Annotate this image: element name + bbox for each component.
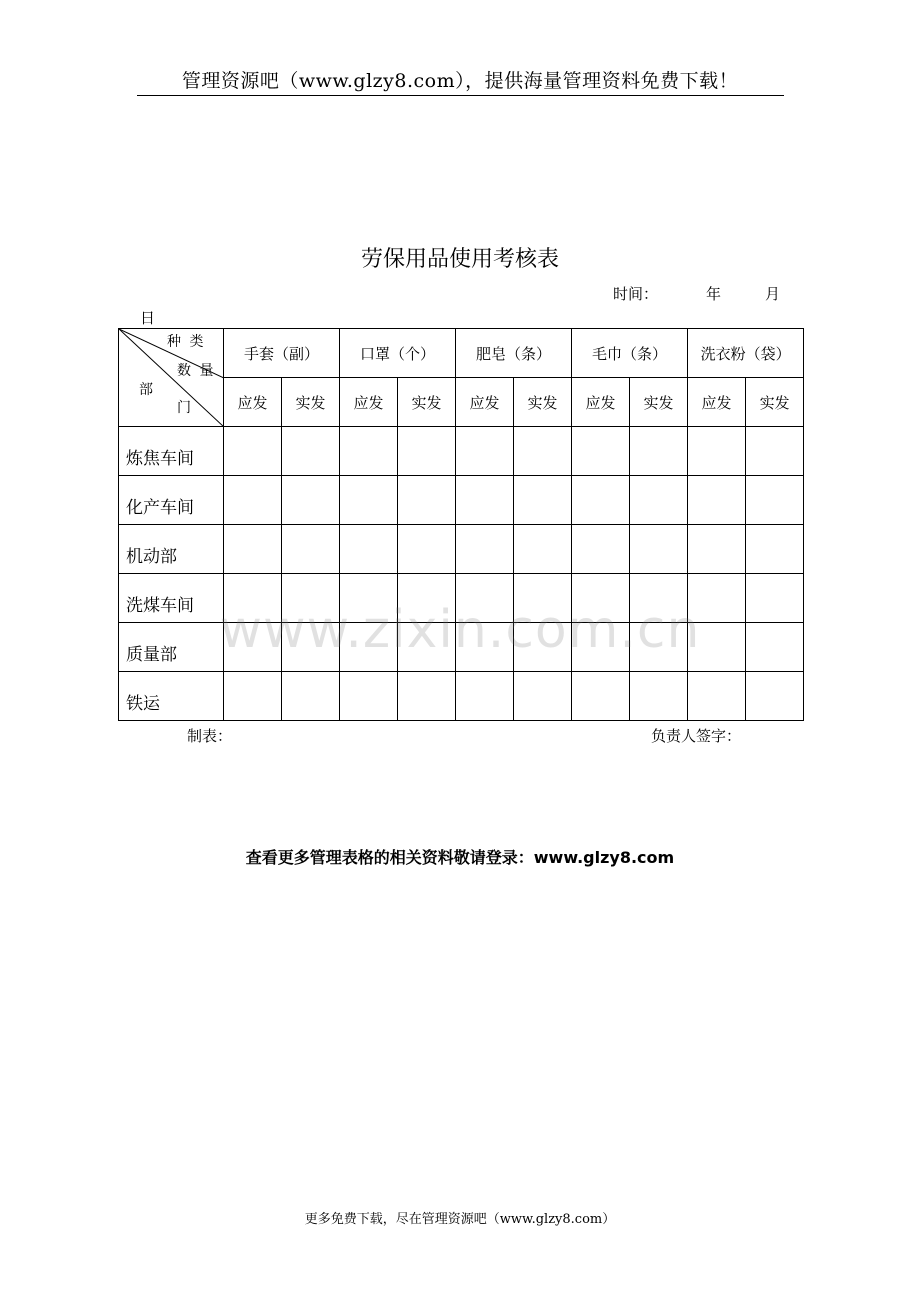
entry-cell[interactable]	[688, 623, 746, 672]
subheader-due: 应发	[572, 378, 630, 427]
entry-cell[interactable]	[282, 427, 340, 476]
table-row	[119, 427, 804, 476]
maker-label: 制表：	[187, 727, 233, 745]
table-row	[119, 623, 804, 672]
entry-cell[interactable]	[688, 672, 746, 721]
entry-cell[interactable]	[572, 672, 630, 721]
subheader-actual: 实发	[514, 378, 572, 427]
entry-cell[interactable]	[456, 623, 514, 672]
entry-cell[interactable]	[456, 672, 514, 721]
entry-cell[interactable]	[224, 672, 282, 721]
entry-cell[interactable]	[688, 525, 746, 574]
table-row	[119, 672, 804, 721]
entry-cell[interactable]	[630, 427, 688, 476]
department-cell: 铁运	[119, 672, 224, 721]
subheader-due: 应发	[340, 378, 398, 427]
date-month: 月	[765, 285, 781, 303]
header-rule	[137, 95, 784, 96]
entry-cell[interactable]	[572, 623, 630, 672]
corner-header-cell	[119, 329, 224, 427]
department-cell: 机动部	[119, 525, 224, 574]
category-header: 毛巾（条）	[572, 329, 688, 378]
subheader-due: 应发	[456, 378, 514, 427]
date-year: 年	[706, 285, 722, 303]
entry-cell[interactable]	[398, 574, 456, 623]
table-row	[119, 574, 804, 623]
entry-cell[interactable]	[688, 574, 746, 623]
entry-cell[interactable]	[398, 672, 456, 721]
category-header: 洗衣粉（袋）	[688, 329, 804, 378]
header-text: 管理资源吧（www.glzy8.com），提供海量管理资料免费下载！	[181, 70, 739, 92]
entry-cell[interactable]	[572, 427, 630, 476]
entry-cell[interactable]	[398, 623, 456, 672]
entry-cell[interactable]	[514, 525, 572, 574]
document-title: 劳保用品使用考核表	[360, 247, 559, 272]
entry-cell[interactable]	[746, 476, 804, 525]
entry-cell[interactable]	[398, 476, 456, 525]
entry-cell[interactable]	[688, 427, 746, 476]
table-row	[119, 525, 804, 574]
entry-cell[interactable]	[688, 476, 746, 525]
entry-cell[interactable]	[398, 525, 456, 574]
date-day: 日	[140, 309, 156, 327]
watermark-text: www.zixin.com.cn	[219, 600, 701, 660]
subheader-due: 应发	[224, 378, 282, 427]
entry-cell[interactable]	[514, 476, 572, 525]
entry-cell[interactable]	[630, 574, 688, 623]
entry-cell[interactable]	[340, 476, 398, 525]
subheader-due: 应发	[688, 378, 746, 427]
category-header: 肥皂（条）	[456, 329, 572, 378]
entry-cell[interactable]	[746, 623, 804, 672]
category-header: 手套（副）	[224, 329, 340, 378]
entry-cell[interactable]	[282, 672, 340, 721]
entry-cell[interactable]	[398, 427, 456, 476]
entry-cell[interactable]	[224, 427, 282, 476]
entry-cell[interactable]	[572, 574, 630, 623]
entry-cell[interactable]	[514, 623, 572, 672]
entry-cell[interactable]	[340, 525, 398, 574]
entry-cell[interactable]	[746, 672, 804, 721]
entry-cell[interactable]	[224, 476, 282, 525]
entry-cell[interactable]	[282, 574, 340, 623]
entry-cell[interactable]	[630, 525, 688, 574]
assessment-table	[118, 328, 804, 721]
subheader-actual: 实发	[398, 378, 456, 427]
entry-cell[interactable]	[340, 623, 398, 672]
entry-cell[interactable]	[456, 574, 514, 623]
entry-cell[interactable]	[746, 525, 804, 574]
entry-cell[interactable]	[282, 476, 340, 525]
entry-cell[interactable]	[746, 427, 804, 476]
entry-cell[interactable]	[514, 672, 572, 721]
corner-dept-top: 部	[139, 382, 153, 398]
bottom-note: 更多免费下载，尽在管理资源吧（www.glzy8.com）	[304, 1212, 616, 1227]
department-cell: 洗煤车间	[119, 574, 224, 623]
entry-cell[interactable]	[572, 476, 630, 525]
signer-label: 负责人签字：	[651, 727, 742, 745]
table-row	[119, 476, 804, 525]
entry-cell[interactable]	[572, 525, 630, 574]
entry-cell[interactable]	[456, 525, 514, 574]
subheader-actual: 实发	[630, 378, 688, 427]
entry-cell[interactable]	[630, 672, 688, 721]
corner-kind-label: 种 类	[167, 334, 206, 350]
subheader-actual: 实发	[746, 378, 804, 427]
entry-cell[interactable]	[340, 427, 398, 476]
entry-cell[interactable]	[514, 574, 572, 623]
entry-cell[interactable]	[282, 525, 340, 574]
department-cell: 化产车间	[119, 476, 224, 525]
date-label: 时间：	[613, 285, 659, 303]
department-cell: 质量部	[119, 623, 224, 672]
entry-cell[interactable]	[282, 623, 340, 672]
entry-cell[interactable]	[340, 672, 398, 721]
entry-cell[interactable]	[630, 476, 688, 525]
subheader-actual: 实发	[282, 378, 340, 427]
department-cell: 炼焦车间	[119, 427, 224, 476]
category-header: 口罩（个）	[340, 329, 456, 378]
entry-cell[interactable]	[630, 623, 688, 672]
entry-cell[interactable]	[340, 574, 398, 623]
entry-cell[interactable]	[224, 525, 282, 574]
entry-cell[interactable]	[456, 427, 514, 476]
corner-qty-label: 数 量	[177, 363, 216, 379]
entry-cell[interactable]	[224, 574, 282, 623]
entry-cell[interactable]	[456, 476, 514, 525]
corner-dept-bottom: 门	[177, 400, 191, 416]
entry-cell[interactable]	[746, 574, 804, 623]
promo-link-text[interactable]: 查看更多管理表格的相关资料敬请登录：www.glzy8.com	[245, 848, 675, 867]
entry-cell[interactable]	[514, 427, 572, 476]
entry-cell[interactable]	[224, 623, 282, 672]
